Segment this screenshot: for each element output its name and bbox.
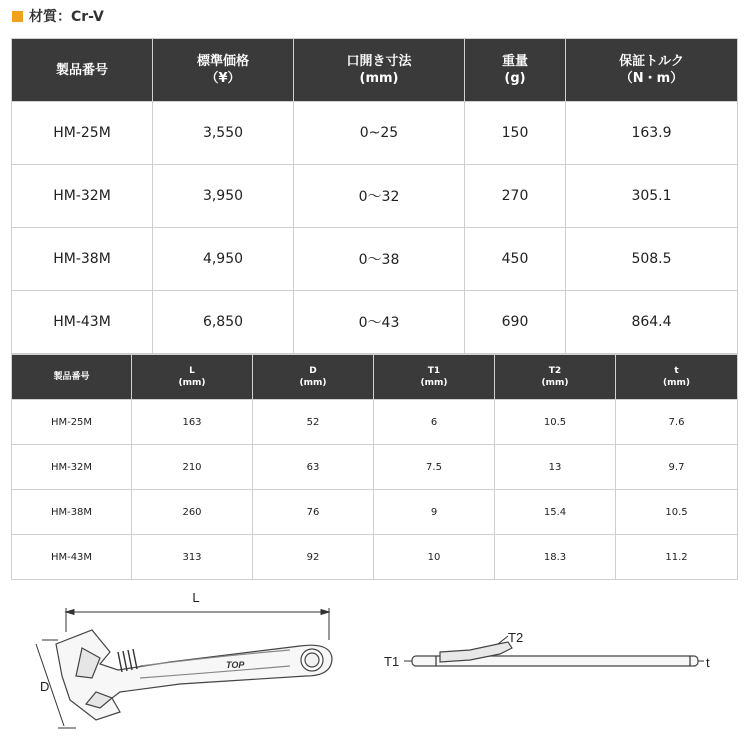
label-t: t — [706, 655, 710, 670]
header-jaw-opening: 口開き寸法 (mm) — [294, 39, 465, 102]
cell-product: HM-32M — [12, 445, 132, 490]
cell-torque: 508.5 — [566, 228, 738, 291]
cell-t2: 13 — [495, 445, 616, 490]
cell-product: HM-25M — [12, 400, 132, 445]
header-d: D (mm) — [253, 355, 374, 400]
label-t2: T2 — [508, 630, 524, 645]
table-row — [12, 102, 738, 165]
label-d: D — [40, 679, 50, 694]
header-price: 標準価格 （¥） — [153, 39, 294, 102]
cell-t2: 10.5 — [495, 400, 616, 445]
cell-opening: 0～32 — [294, 165, 465, 228]
cell-t2: 15.4 — [495, 490, 616, 535]
header-t: t (mm) — [616, 355, 738, 400]
cell-price: 4,950 — [153, 228, 294, 291]
header-length: L (mm) — [132, 355, 253, 400]
wrench-dimension-drawing — [0, 580, 745, 744]
wrench-side-icon — [56, 630, 332, 720]
cell-t: 11.2 — [616, 535, 738, 580]
cell-t1: 6 — [374, 400, 495, 445]
cell-d: 76 — [253, 490, 374, 535]
table-header-row — [12, 355, 738, 400]
table-row — [12, 490, 738, 535]
header-product-number: 製品番号 — [12, 355, 132, 400]
cell-t: 7.6 — [616, 400, 738, 445]
cell-opening: 0~25 — [294, 102, 465, 165]
cell-length: 163 — [132, 400, 253, 445]
header-torque: 保証トルク （N・m） — [566, 39, 738, 102]
cell-t2: 18.3 — [495, 535, 616, 580]
cell-opening: 0～43 — [294, 291, 465, 354]
cell-length: 210 — [132, 445, 253, 490]
cell-torque: 864.4 — [566, 291, 738, 354]
cell-product: HM-25M — [12, 102, 153, 165]
cell-weight: 690 — [465, 291, 566, 354]
cell-price: 6,850 — [153, 291, 294, 354]
cell-length: 313 — [132, 535, 253, 580]
header-t2: T2 (mm) — [495, 355, 616, 400]
cell-length: 260 — [132, 490, 253, 535]
table-row — [12, 535, 738, 580]
cell-price: 3,950 — [153, 165, 294, 228]
header-t1: T1 (mm) — [374, 355, 495, 400]
label-l: L — [192, 590, 200, 605]
cell-opening: 0～38 — [294, 228, 465, 291]
cell-t: 10.5 — [616, 490, 738, 535]
cell-d: 63 — [253, 445, 374, 490]
cell-weight: 450 — [465, 228, 566, 291]
dimension-l — [66, 608, 329, 640]
cell-torque: 305.1 — [566, 165, 738, 228]
cell-product: HM-43M — [12, 291, 153, 354]
header-weight: 重量 (g) — [465, 39, 566, 102]
cell-d: 92 — [253, 535, 374, 580]
material-label: 材質：Cr-V — [29, 9, 104, 25]
table-row — [12, 165, 738, 228]
header-product-number: 製品番号 — [12, 39, 153, 102]
cell-t1: 10 — [374, 535, 495, 580]
table-row — [12, 445, 738, 490]
cell-price: 3,550 — [153, 102, 294, 165]
cell-product: HM-32M — [12, 165, 153, 228]
cell-t: 9.7 — [616, 445, 738, 490]
cell-t1: 7.5 — [374, 445, 495, 490]
cell-product: HM-38M — [12, 490, 132, 535]
cell-t1: 9 — [374, 490, 495, 535]
wrench-profile-icon — [412, 642, 698, 666]
table-row — [12, 291, 738, 354]
table-header-row — [12, 39, 738, 102]
cell-torque: 163.9 — [566, 102, 738, 165]
cell-product: HM-43M — [12, 535, 132, 580]
table-row — [12, 400, 738, 445]
spec-table-price — [11, 38, 738, 354]
cell-weight: 270 — [465, 165, 566, 228]
label-t1: T1 — [384, 654, 400, 669]
bullet-square-icon — [12, 11, 23, 22]
brand-logo: TOP — [226, 660, 245, 670]
table-row — [12, 228, 738, 291]
cell-product: HM-38M — [12, 228, 153, 291]
cell-weight: 150 — [465, 102, 566, 165]
material-note — [12, 6, 104, 26]
cell-d: 52 — [253, 400, 374, 445]
spec-table-dimensions — [11, 354, 738, 580]
